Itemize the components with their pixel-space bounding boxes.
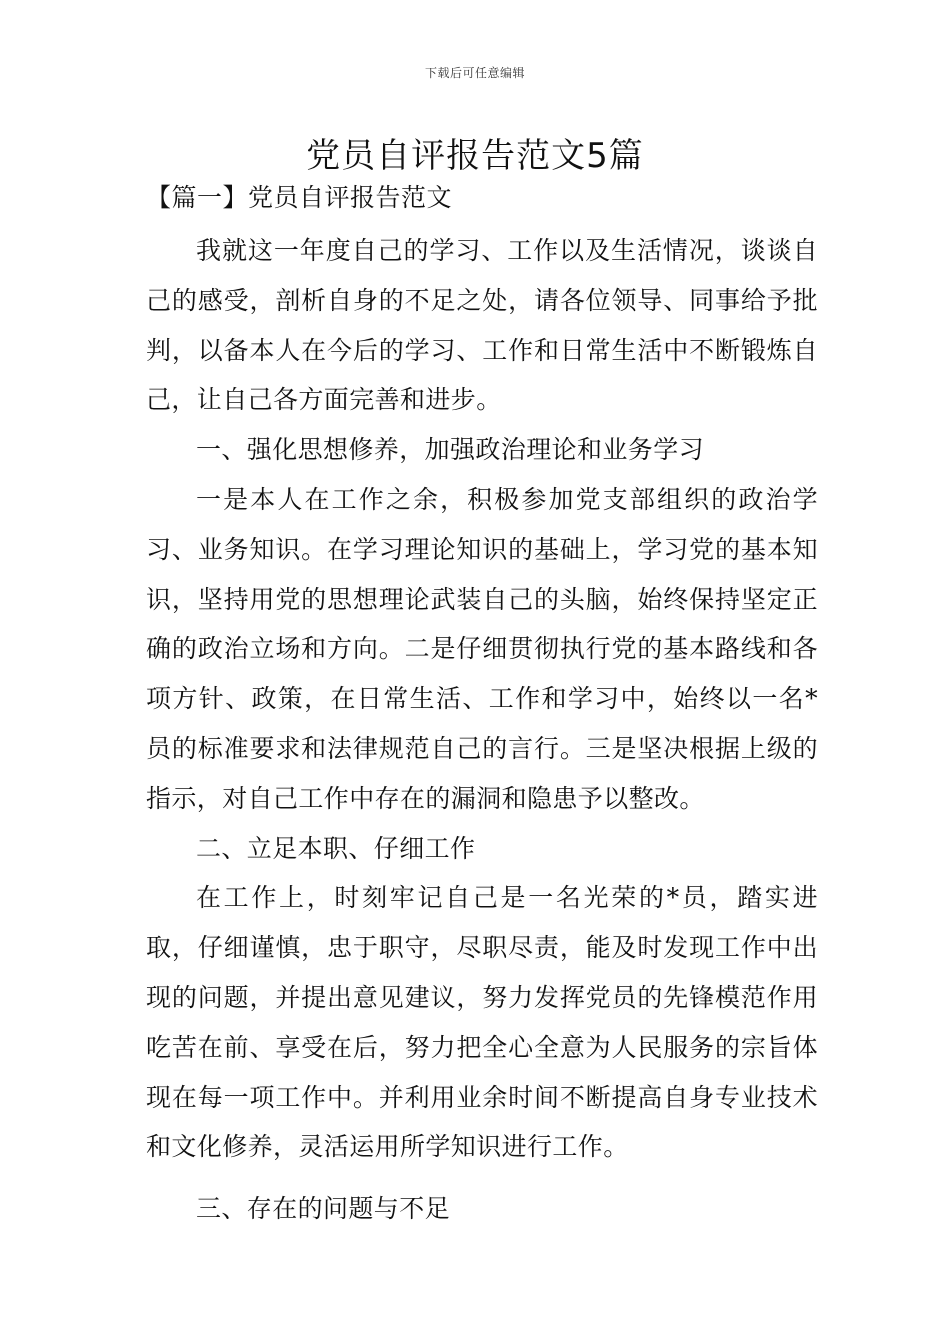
heading-three: 三、存在的问题与不足	[196, 1194, 451, 1224]
heading-two: 二、立足本职、仔细工作	[196, 833, 476, 863]
section-label: 【篇一】党员自评报告范文	[146, 183, 453, 212]
paragraph-intro: 我就这一年度自己的学习、工作以及生活情况，谈谈自己的感受，剖析自身的不足之处，请各位领导、同事给予批判，以备本人在今后的学习、工作和日常生活中不断锻炼自己，让自己各方面完善和进步。	[146, 236, 818, 415]
header-note: 下载后可任意编辑	[424, 66, 525, 80]
paragraph-work: 在工作上，时刻牢记自己是一名光荣的*员，踏实进取，仔细谨慎，忠于职守，尽职尽责，能及时发现工作中出现的问题，并提出意见建议，努力发挥党员的先锋模范作用吃苦在前、享受在后，努力把全心全意为人民服务的宗旨体现在每一项工作中。并利用业余时间不断提高自身专业技术和文化修养，灵活运用所学知识进行工作。	[146, 883, 818, 1162]
document-title: 党员自评报告范文5篇	[306, 136, 644, 176]
document-body	[146, 226, 818, 1234]
paragraph-study: 一是本人在工作之余，积极参加党支部组织的政治学习、业务知识。在学习理论知识的基础上，学习党的基本知识，坚持用党的思想理论武装自己的头脑，始终保持坚定正确的政治立场和方向。二是仔细贯彻执行党的基本路线和各项方针、政策，在日常生活、工作和学习中，始终以一名*员的标准要求和法律规范自己的言行。三是坚决根据上级的指示，对自己工作中存在的漏洞和隐患予以整改。	[146, 484, 818, 813]
heading-one: 一、强化思想修养，加强政治理论和业务学习	[196, 435, 705, 465]
